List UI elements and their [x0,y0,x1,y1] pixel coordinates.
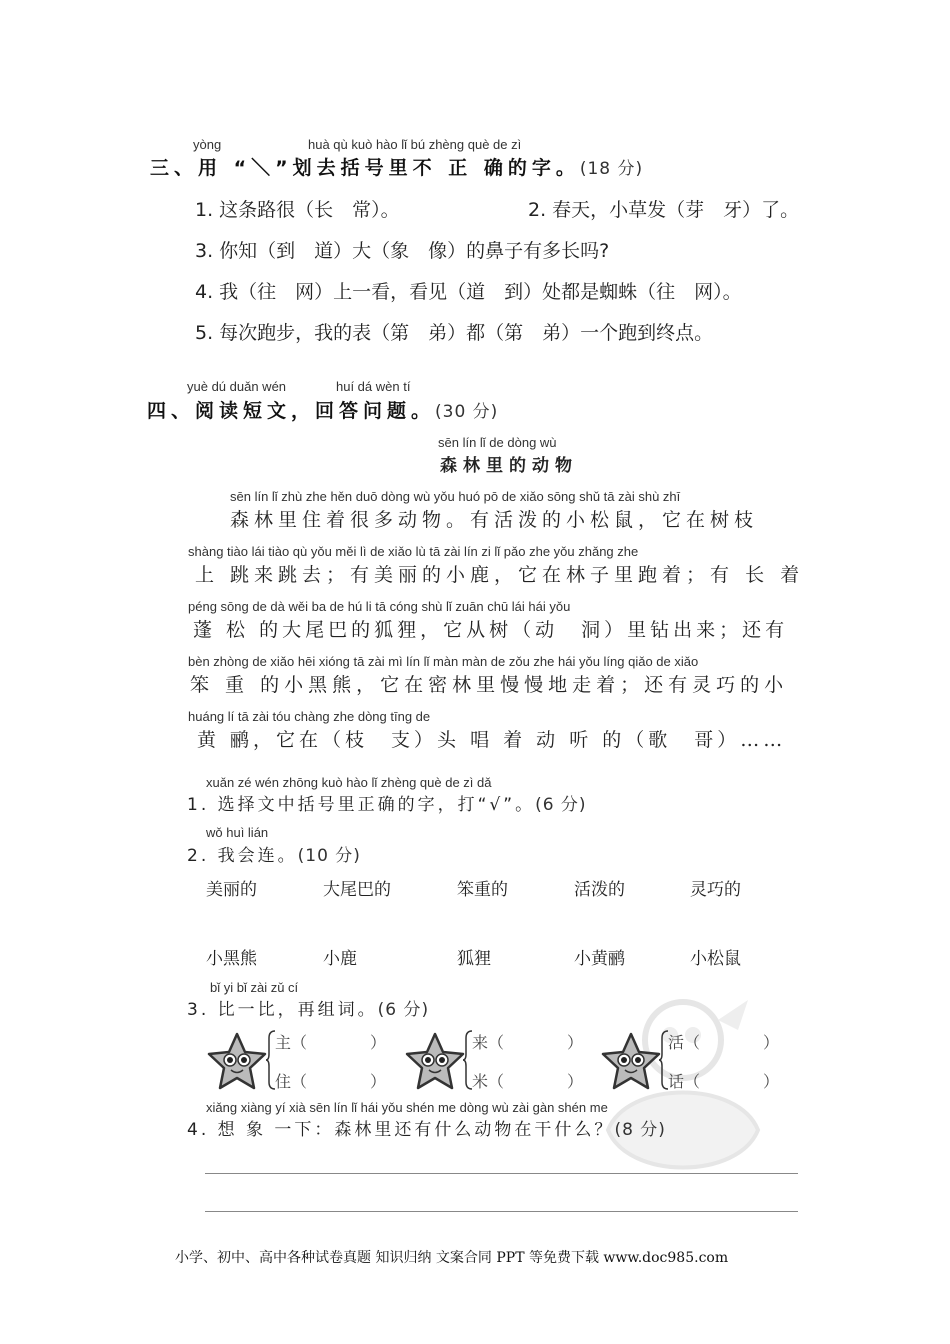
answer-line-1[interactable] [205,1173,798,1174]
match-top-5[interactable]: 灵巧的 [690,880,741,900]
q2-score: (10 分) [297,846,361,866]
match-top-2[interactable]: 大尾巴的 [323,880,391,900]
section4-heading [147,396,498,423]
story-title: 森林里的动物 [440,456,578,476]
section4-pinyin-1: yuè dú duǎn wén [187,379,287,394]
passage-line-2: 上 跳来跳去；有美丽的小鹿，它在林子里跑着；有 长 着 [195,564,805,586]
passage-pinyin-3: péng sōng de dà wěi ba de hú li tā cóng shù lǐ zuān chū lái hái yǒu [188,599,571,614]
q2 [187,841,361,866]
compare-3b: 话（ [668,1072,701,1091]
compare-1b: 住（ [275,1072,308,1091]
compare-close: ） [567,1033,584,1052]
section4-pinyin-2: huí dá wèn tí [336,379,411,394]
compare-close: ） [763,1033,780,1052]
q2-text: 2. 我会连。 [187,846,298,866]
q4-score: (8 分) [614,1120,666,1140]
section3-title: 三、用 “＼”划去括号里不 正 确的字。 [150,157,580,179]
footer-text: 小学、初中、高中各种试卷真题 知识归纳 文案合同 PPT 等免费下载 www.doc985.com [175,1250,729,1266]
section4-score: (30 分) [435,402,499,422]
passage-line-4: 笨 重 的小黑熊，它在密林里慢慢地走着；还有灵巧的小 [190,674,789,696]
passage-pinyin-1: sēn lín lǐ zhù zhe hěn duō dòng wù yǒu huó pō de xiǎo sōng shǔ tā zài shù zhī [230,489,681,504]
compare-3a: 活（ [668,1033,701,1052]
q3 [187,995,429,1020]
match-bottom-2[interactable]: 小鹿 [323,949,357,969]
q1-score: (6 分) [535,795,587,815]
passage-line-1: 森林里住着很多动物。有活泼的小松鼠，它在树枝 [230,509,759,531]
passage-line-5: 黄 鹂，它在（枝 支）头 唱 着 动 听 的（歌 哥）…… [197,729,787,751]
star-icon [206,1031,268,1091]
compare-2b: 米（ [472,1072,505,1091]
section4-title: 四、阅读短文，回答问题。 [147,400,436,422]
compare-close: ） [763,1072,780,1091]
q1-text: 1. 选择文中括号里正确的字，打“√”。 [187,795,536,815]
q4-pinyin: xiǎng xiàng yí xià sēn lín lǐ hái yǒu shén me dòng wù zài gàn shén me [206,1100,608,1115]
match-bottom-1[interactable]: 小黑熊 [206,949,257,969]
match-bottom-5[interactable]: 小松鼠 [690,949,741,969]
s3-item-2: 2. 春天，小草发（芽 牙）了。 [528,199,800,221]
story-title-pinyin: sēn lín lǐ de dòng wù [438,435,557,450]
compare-2a: 来（ [472,1033,505,1052]
passage-line-3: 蓬 松 的大尾巴的狐狸，它从树（动 洞）里钻出来；还有 [193,619,789,641]
compare-close: ） [370,1033,387,1052]
match-top-3[interactable]: 笨重的 [457,880,508,900]
section3-pinyin-1: yòng [193,137,222,152]
q1-pinyin: xuǎn zé wén zhōng kuò hào lǐ zhèng què de zì dǎ [206,775,492,790]
compare-1a: 主（ [275,1033,308,1052]
q3-pinyin: bǐ yi bǐ zài zǔ cí [210,980,299,995]
q2-pinyin: wǒ huì lián [206,825,269,840]
section3-score: (18 分) [579,159,644,179]
star-icon [404,1031,466,1091]
match-top-1[interactable]: 美丽的 [206,880,257,900]
q1 [187,790,587,815]
passage-pinyin-2: shàng tiào lái tiào qù yǒu měi lì de xiǎo lù tā zài lín zi lǐ pǎo zhe yǒu zhǎng zhe [188,544,639,559]
s3-item-4: 4. 我（往 网）上一看，看见（道 到）处都是蜘蛛（往 网）。 [195,281,742,303]
section3-heading [150,153,643,180]
compare-close: ） [370,1072,387,1091]
q4-text: 4. 想 象 一下：森林里还有什么动物在干什么？ [187,1120,615,1140]
q3-text: 3. 比一比，再组词。 [187,1000,378,1020]
s3-item-1: 1. 这条路很（长 常）。 [195,199,400,221]
match-bottom-4[interactable]: 小黄鹂 [574,949,625,969]
q3-score: (6 分) [377,1000,430,1020]
section3-pinyin-2: huà qù kuò hào lǐ bú zhèng què de zì [308,137,522,152]
compare-close: ） [567,1072,584,1091]
passage-pinyin-5: huáng lí tā zài tóu chàng zhe dòng tīng de [188,709,431,724]
match-top-4[interactable]: 活泼的 [574,880,625,900]
star-icon [600,1031,662,1091]
match-bottom-3[interactable]: 狐狸 [457,949,491,969]
s3-item-3: 3. 你知（到 道）大（象 像）的鼻子有多长吗? [195,240,610,262]
passage-pinyin-4: bèn zhòng de xiǎo hēi xióng tā zài mì lín lǐ màn màn de zǒu zhe hái yǒu líng qiǎo de xiǎo [188,654,699,669]
s3-item-5: 5. 每次跑步，我的表（第 弟）都（第 弟）一个跑到终点。 [195,322,714,344]
answer-line-2[interactable] [205,1211,798,1212]
q4 [187,1115,666,1140]
